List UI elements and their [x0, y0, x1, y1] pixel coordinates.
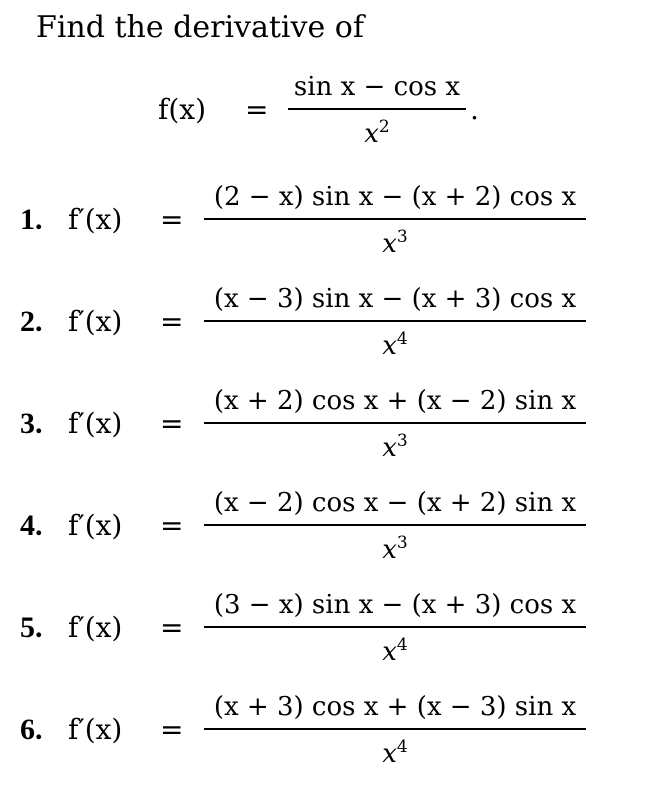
option-denominator [204, 526, 586, 567]
option-number: 3. [20, 407, 43, 440]
question-prompt: Find the derivative of [36, 10, 364, 45]
equals-sign: = [160, 305, 184, 338]
denominator-base: x [382, 229, 397, 259]
denominator-exponent: 4 [396, 635, 408, 655]
equals-sign: = [160, 611, 184, 644]
option-denominator [204, 220, 586, 261]
answer-option[interactable] [0, 486, 647, 566]
answer-option[interactable] [0, 384, 647, 464]
denominator-base: x [382, 331, 397, 361]
answer-option[interactable] [0, 180, 647, 260]
equals-sign: = [160, 203, 184, 236]
function-denominator [288, 110, 466, 151]
option-numerator: (x + 3) cos x + (x − 3) sin x [213, 692, 577, 722]
option-fraction [204, 282, 586, 362]
equals-sign: = [160, 407, 184, 440]
option-number: 5. [20, 611, 43, 644]
option-fraction [204, 690, 586, 770]
denominator-base: x [382, 535, 397, 565]
option-numerator: (x + 2) cos x + (x − 2) sin x [213, 386, 577, 416]
option-number: 4. [20, 509, 43, 542]
denominator-exponent: 3 [396, 431, 408, 451]
denominator-base: x [382, 637, 397, 667]
denominator-base: x [364, 119, 379, 149]
derivative-lhs: f′(x) [68, 305, 123, 338]
option-number: 2. [20, 305, 43, 338]
denominator-exponent: 3 [396, 533, 408, 553]
option-fraction [204, 384, 586, 464]
derivative-lhs: f′(x) [68, 713, 123, 746]
answer-option[interactable] [0, 588, 647, 668]
option-denominator [204, 730, 586, 771]
answer-option[interactable] [0, 690, 647, 770]
derivative-lhs: f′(x) [68, 407, 123, 440]
option-fraction [204, 180, 586, 260]
option-numerator: (2 − x) sin x − (x + 2) cos x [213, 182, 577, 212]
function-numerator: sin x − cos x [293, 72, 461, 102]
function-fraction [288, 70, 466, 150]
equals-sign: = [245, 93, 269, 126]
option-denominator [204, 424, 586, 465]
denominator-base: x [382, 433, 397, 463]
option-denominator [204, 322, 586, 363]
equals-sign: = [160, 509, 184, 542]
denominator-exponent: 3 [396, 227, 408, 247]
option-numerator: (x − 2) cos x − (x + 2) sin x [213, 488, 577, 518]
denominator-exponent: 4 [396, 329, 408, 349]
denominator-exponent: 2 [378, 117, 390, 137]
derivative-lhs: f′(x) [68, 203, 123, 236]
denominator-base: x [382, 739, 397, 769]
option-denominator [204, 628, 586, 669]
option-numerator: (3 − x) sin x − (x + 3) cos x [213, 590, 577, 620]
function-definition [0, 70, 647, 150]
equals-sign: = [160, 713, 184, 746]
option-number: 6. [20, 713, 43, 746]
option-fraction [204, 486, 586, 566]
option-fraction [204, 588, 586, 668]
answer-option[interactable] [0, 282, 647, 362]
function-lhs: f(x) [158, 93, 207, 126]
derivative-lhs: f′(x) [68, 611, 123, 644]
derivative-lhs: f′(x) [68, 509, 123, 542]
trailing-period: . [470, 93, 479, 126]
denominator-exponent: 4 [396, 737, 408, 757]
option-numerator: (x − 3) sin x − (x + 3) cos x [213, 284, 577, 314]
option-number: 1. [20, 203, 43, 236]
